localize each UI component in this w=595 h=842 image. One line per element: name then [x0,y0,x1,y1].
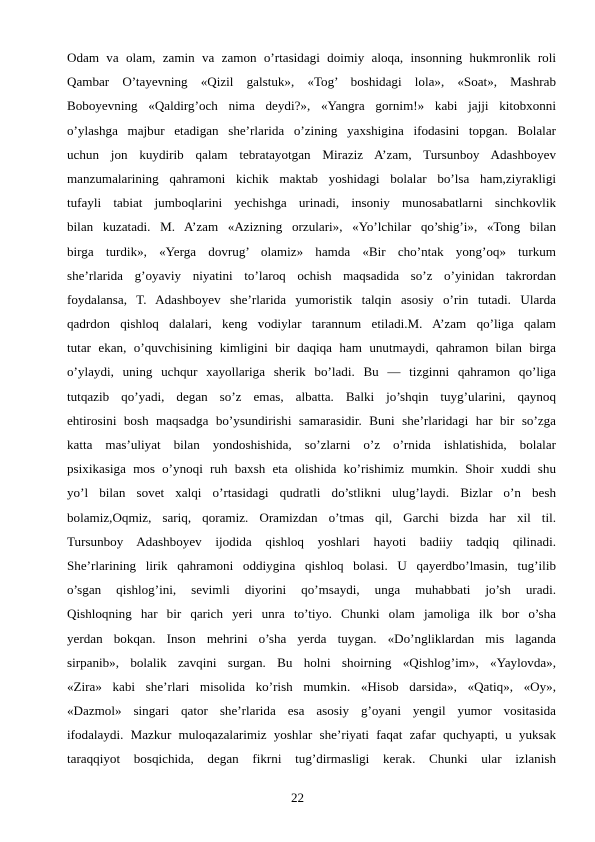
text-line: «Dazmol» singari qator she’rlarida esa asosiy g’oyani yengil yumor vositasida [67,703,556,719]
text-line: Tursunboy Adashboyev ijodida qishloq yoshlari hayoti badiiy tadqiq qilinadi. [67,533,556,549]
text-line: yo’l bilan sovet xalqi o’rtasidagi qudratli do’stlikni ulug’laydi. Bizlar o’n besh [67,485,556,501]
text-line: tutar ekan, o’quvchisining kimligini bir daqiqa ham unutmaydi, qahramon bilan birga [67,340,556,356]
body-text [67,46,556,772]
text-line: tutqazib qo’yadi, degan so’z emas, albatta. Balki jo’shqin tuyg’ularini, qaynoq [67,388,556,404]
text-line: o’sgan qishlog’ini, sevimli diyorini qo’msaydi, unga muhabbati jo’sh uradi. [67,582,556,598]
text-line: uchun jon kuydirib qalam tebratayotgan Miraziz A’zam, Tursunboy Adashboyev [67,146,556,162]
text-line: bilan kuzatadi. M. A’zam «Azizning orzulari», «Yo’lchilar qo’shig’i», «Tong bilan [67,219,556,235]
text-line: birga turdik», «Yerga dovrug’ olamiz» hamda «Bir cho’ntak yong’oq» turkum [67,243,556,259]
text-line: Odam va olam, zamin va zamon o’rtasidagi doimiy aloqa, insonning hukmronlik roli [67,50,556,65]
text-line: katta mas’uliyat bilan yondoshishida, so’zlarni o’z o’rnida ishlatishida, bolalar [67,437,556,452]
text-line: qadrdon qishloq dalalari, keng vodiylar tarannum etiladi.M. A’zam qo’liga qalam [67,316,556,332]
text-line: ifodalaydi. Mazkur muloqazalarimiz yoshlar she’riyati faqat zafar quchyapti, u yuksak [67,727,556,743]
text-line: tufayli tabiat jumboqlarini yechishga urinadi, insoniy munosabatlarni sinchkovlik [67,195,556,211]
text-line: foydalansa, T. Adashboyev she’rlarida yumoristik talqin asosiy o’rin tutadi. Ularda [67,291,556,307]
text-line: «Zira» kabi she’rlari misolida ko’rish mumkin. «Hisob darsida», «Qatiq», «Oy», [67,678,556,694]
text-line: Qishloqning har bir qarich yeri unra to’tiyo. Chunki olam jamoliga ilk bor o’sha [67,606,556,622]
text-line: manzumalarining qahramoni kichik maktab yoshidagi bolalar bo’lsa ham,ziyrakligi [67,170,556,186]
text-line: taraqqiyot bosqichida, degan fikrni tug’dirmasligi kerak. Chunki ular izlanish [67,751,556,767]
text-line: bolamiz,Oqmiz, sariq, qoramiz. Oramizdan o’tmas qil, Garchi bizda har xil til. [67,509,556,525]
text-line: Boboyevning «Qaldirg’och nima deydi?», «Yangra gornim!» kabi jajji kitobxonni [67,98,556,114]
text-line: ehtirosini bosh maqsadga bo’ysundirishi samarasidir. Buni she’rlaridagi har bir so’zga [67,412,556,428]
text-line: She’rlarining lirik qahramoni oddiygina qishloq bolasi. U qayerdbo’lmasin, tug’ilib [67,557,556,573]
text-line: o’ylashga majbur etadigan she’rlarida o’zining yaxshigina ifodasini topgan. Bolalar [67,122,556,138]
text-line: psixikasiga mos o’ynoqi ruh baxsh eta olishida ko’rishimiz mumkin. Shoir xuddi shu [67,461,556,477]
text-line: Qambar O’tayevning «Qizil galstuk», «Tog’ boshidagi lola», «Soat», Mashrab [67,74,556,90]
page-number: 22 [290,790,305,805]
text-line: she’rlarida g’oyaviy niyatini to’laroq ochish maqsadida so’z o’yinidan takrordan [67,267,556,283]
text-line: o’ylaydi, uning uchqur xayollariga sherik bo’ladi. Bu — tizginni qahramon qo’liga [67,364,556,380]
text-line: sirpanib», bolalik zavqini surgan. Bu holni shoirning «Qishlog’im», «Yaylovda», [67,654,556,670]
text-line: yerdan bokqan. Inson mehrini o’sha yerda tuygan. «Do’ngliklardan mis laganda [67,630,556,646]
